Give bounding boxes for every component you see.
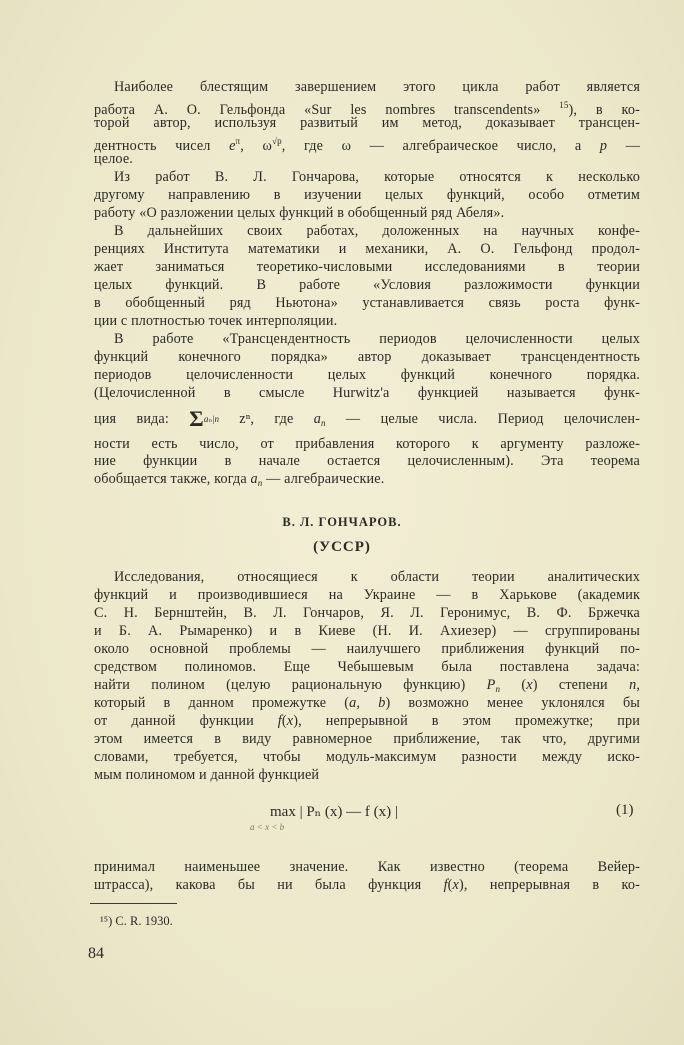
text-line: функций конечного порядка» автор доказывает трансцендентность: [94, 349, 640, 365]
math-it: a: [313, 411, 321, 427]
formula-subscript: a < x < b: [250, 822, 285, 832]
math-it: f: [277, 713, 282, 729]
text-segment: ), непрерывная в ко-: [458, 877, 641, 893]
text-line: целое.: [94, 151, 133, 167]
text-line: [94, 96, 640, 118]
text-segment: который в данном промежутке (: [94, 695, 350, 711]
text-line: Наиболее блестящим завершением этого цикла работ является: [114, 79, 640, 95]
text-segment: от данной функции: [94, 713, 278, 729]
text-line: В работе «Трансцендентность периодов целочисленности целых: [114, 331, 640, 347]
text-segment: ) степени: [532, 677, 630, 693]
text-segment: zⁿ, где: [218, 411, 314, 427]
text-segment: — алгебраические.: [262, 471, 385, 487]
text-line: этом имеется в виду равномерное приближение, так что, другими: [94, 731, 640, 747]
text-line: принимал наименьшее значение. Как известно (теорема Вейер-: [94, 859, 640, 875]
text-line: В дальнейших своих работах, доложенных на научных конфе-: [114, 223, 640, 239]
footnote: ¹⁵) C. R. 1930.: [100, 914, 173, 928]
text-line: ние функции в начале остается целочисленным). Эта теорема: [94, 453, 640, 469]
math-it: p: [599, 138, 608, 154]
text-line: [94, 406, 640, 431]
math-sup: π: [235, 136, 241, 146]
text-line: ции с плотностью точек интерполяции.: [94, 313, 338, 329]
text-line: [94, 876, 640, 894]
text-segment: ,: [636, 677, 641, 693]
math-it: a: [250, 471, 258, 487]
text-line: средством полиномов. Еще Чебышевым была поставлена задача:: [94, 659, 640, 675]
text-line: жает заниматься теоретико-числовыми исследованиями в теории: [94, 259, 640, 275]
math-sup: √p: [272, 136, 282, 146]
section-author-heading: В. Л. ГОНЧАРОВ.: [282, 515, 402, 529]
text-line: Исследования, относящиеся к области теории аналитических: [114, 569, 640, 585]
text-segment: (: [281, 713, 287, 729]
math-it: x: [526, 677, 533, 693]
math-sub: n: [495, 684, 501, 694]
formula-max-deviation: max | Pₙ (x) — f (x) |: [270, 804, 398, 820]
text-line: [94, 470, 640, 488]
text-segment: обобщается также, когда: [94, 471, 251, 487]
math-it: n: [629, 677, 637, 693]
text-line: и Б. А. Рымаренко) и в Киеве (Н. И. Ахиезер) — сгруппированы: [94, 623, 640, 639]
text-segment: штрасса), какова бы ни была функция: [94, 877, 444, 893]
text-line: [94, 694, 640, 712]
math-sub: n: [320, 418, 326, 428]
footnote-divider: [90, 903, 177, 904]
text-line: около основной проблемы — наилучшего приближения функций по-: [94, 641, 640, 657]
text-segment: —: [607, 138, 640, 154]
math-it: P: [486, 677, 496, 693]
text-segment: , где ω — алгебраическое число, а: [281, 138, 600, 154]
text-segment: ция вида:: [94, 411, 190, 427]
text-line: (Целочисленной в смысле Hurwitz'а функцией называется функ-: [94, 385, 640, 401]
text-line: работу «О разложении целых функций в обобщенный ряд Абеля».: [94, 205, 505, 221]
math-it: x: [286, 713, 294, 729]
math-it: a, b: [349, 695, 386, 711]
text-line: в обобщенный ряд Ньютона» устанавливается связь роста функ-: [94, 295, 640, 311]
text-line: Из работ В. Л. Гончарова, которые относятся к несколько: [114, 169, 640, 185]
text-line: целых функций. В работе «Условия разложимости функции: [94, 277, 640, 293]
page-number: 84: [88, 945, 104, 962]
text-segment: найти полином (целую рациональную функцию): [94, 677, 487, 693]
text-line: ренциях Института математики и механики, А. О. Гельфонд продол-: [94, 241, 640, 257]
math-it: x: [452, 877, 459, 893]
text-segment: ), непрерывной в этом промежутке; при: [293, 713, 641, 729]
text-segment: ) возможно менее уклонялся бы: [385, 695, 640, 711]
text-line: [94, 712, 640, 730]
fraction: aₙ|n: [203, 414, 219, 424]
equation-number: (1): [616, 802, 634, 818]
text-segment: (: [447, 877, 453, 893]
text-segment: ), в ко-: [568, 102, 640, 118]
text-segment: — целые числа. Период целочислен-: [325, 411, 640, 427]
text-line: функций и производившиеся на Украине — в Харькове (академик: [94, 587, 640, 603]
text-line: [94, 676, 640, 694]
math-it: e: [229, 138, 236, 154]
text-segment: , ω: [240, 138, 272, 154]
section-region-heading: (УССР): [313, 539, 371, 555]
math-sub: n: [257, 478, 263, 488]
text-line: С. Н. Бернштейн, В. Л. Гончаров, Я. Л. Геронимус, В. Ф. Бржечка: [94, 605, 640, 621]
text-segment: дентность чисел: [94, 138, 230, 154]
text-line: ности есть число, от прибавления которого к аргументу разложе-: [94, 436, 640, 452]
math-sup: 15: [559, 100, 569, 110]
text-segment: работа А. О. Гельфонда «Sur les nombres transcendents»: [94, 102, 560, 118]
text-line: торой автор, используя развитый им метод, доказывает трансцен-: [94, 115, 640, 131]
text-line: периодов целочисленности целых функций конечного порядка.: [94, 367, 640, 383]
text-line: [94, 132, 640, 154]
text-line: словами, требуется, чтобы модуль-максимум разности между иско-: [94, 749, 640, 765]
text-line: другому направлению в изучении целых функций, особо отметим: [94, 187, 640, 203]
sum-symbol: Σ: [189, 406, 204, 431]
math-it: f: [443, 877, 448, 893]
text-line: мым полиномом и данной функцией: [94, 767, 320, 783]
text-segment: (: [500, 677, 527, 693]
